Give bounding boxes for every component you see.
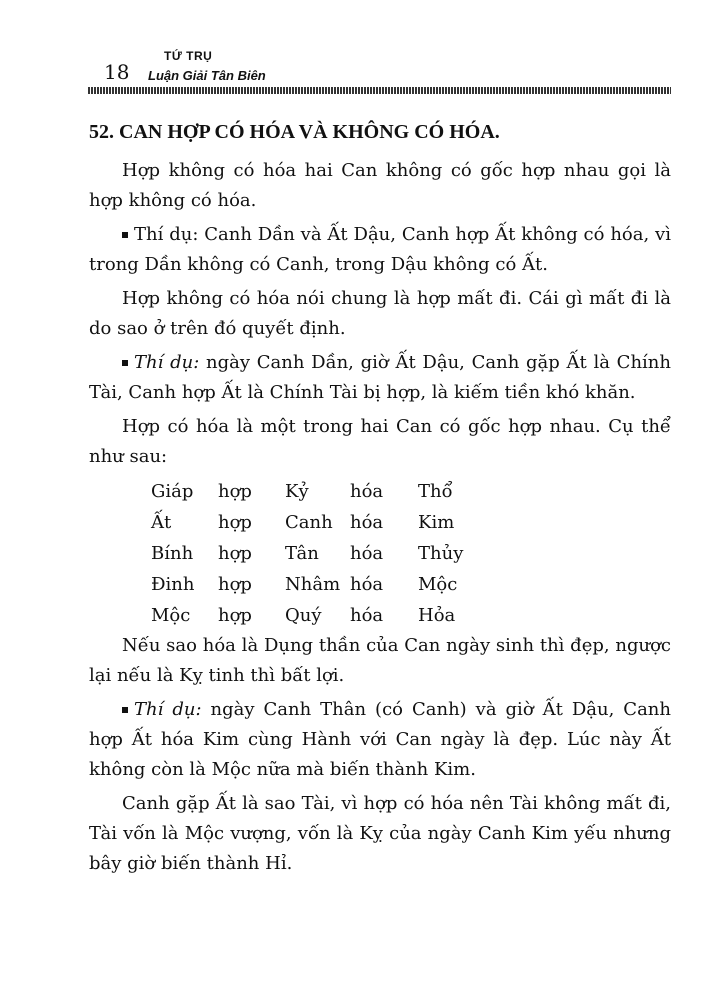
table-row [151, 569, 498, 600]
example-2-label: Thí dụ: [134, 352, 200, 373]
paragraph-3: Hợp có hóa là một trong hai Can có gốc hợp nhau. Cụ thể như sau: [89, 416, 671, 467]
header-rule [88, 87, 671, 94]
table-row [151, 507, 498, 538]
table-cell: Thổ [418, 481, 453, 502]
table-cell: Thủy [418, 543, 464, 564]
paragraph-2: Hợp không có hóa nói chung là hợp mất đi. Cái gì mất đi là do sao ở trên đó quyết định. [89, 288, 671, 339]
example-2 [89, 348, 671, 408]
bullet-icon [122, 360, 128, 366]
example-1 [89, 220, 671, 280]
table-cell: Canh [285, 512, 333, 533]
table-cell: Quý [285, 605, 322, 626]
table-cell: Giáp [151, 481, 194, 502]
table-cell: Hỏa [418, 605, 456, 626]
table-cell: Tân [285, 543, 319, 564]
example-1-text: Canh Dần và Ất Dậu, Canh hợp Ất không có hóa, vì trong Dần không có Canh, trong Dậu không có Ất. [89, 224, 671, 275]
table-cell: Kỷ [285, 481, 309, 502]
table-cell: Mộc [151, 605, 191, 626]
paragraph-5: Canh gặp Ất là sao Tài, vì hợp có hóa nên Tài không mất đi, Tài vốn là Mộc vượng, vốn là Kỵ của ngày Canh Kim yếu nhưng bây giờ biến thành Hỉ. [89, 793, 671, 874]
example-1-label: Thí dụ: [134, 224, 199, 245]
table-cell: Kim [418, 512, 455, 533]
section-heading: 52. CAN HỢP CÓ HÓA VÀ KHÔNG CÓ HÓA. [89, 121, 500, 143]
example-3 [89, 695, 671, 785]
table-cell: Ất [151, 512, 172, 533]
table-cell: hợp [218, 574, 252, 595]
example-2-text: ngày Canh Dần, giờ Ất Dậu, Canh gặp Ất là Chính Tài, Canh hợp Ất là Chính Tài bị hợp, là kiếm tiền khó khăn. [89, 352, 671, 403]
bullet-icon [122, 707, 128, 713]
table-cell: hóa [350, 512, 384, 533]
table-cell: hợp [218, 481, 252, 502]
page-header [0, 0, 709, 100]
table-cell: hợp [218, 605, 252, 626]
table-cell: Nhâm [285, 574, 341, 595]
page-number: 18 [104, 60, 130, 84]
table-cell: hợp [218, 543, 252, 564]
example-3-text: ngày Canh Thân (có Canh) và giờ Ất Dậu, Canh hợp Ất hóa Kim cùng Hành với Can ngày là đẹp. Lúc này Ất không còn là Mộc nữa mà biến thành Kim. [89, 699, 671, 780]
table-cell: hóa [350, 481, 384, 502]
table-row [151, 600, 498, 631]
table-row [151, 476, 498, 507]
paragraph-1: Hợp không có hóa hai Can không có gốc hợp nhau gọi là hợp không có hóa. [89, 160, 671, 211]
can-combination-table [151, 476, 498, 631]
table-cell: hóa [350, 574, 384, 595]
table-cell: hóa [350, 605, 384, 626]
book-subtitle: Luận Giải Tân Biên [148, 68, 266, 83]
book-title: TỨ TRỤ [164, 49, 213, 63]
table-row [151, 538, 498, 569]
example-3-label: Thí dụ: [134, 699, 202, 720]
table-cell: Bính [151, 543, 194, 564]
page-body [89, 118, 671, 883]
table-cell: Mộc [418, 574, 458, 595]
table-cell: hợp [218, 512, 252, 533]
table-cell: Đinh [151, 574, 195, 595]
paragraph-4: Nếu sao hóa là Dụng thần của Can ngày sinh thì đẹp, ngược lại nếu là Kỵ tinh thì bất lợi. [89, 635, 671, 686]
bullet-icon [122, 232, 128, 238]
table-cell: hóa [350, 543, 384, 564]
